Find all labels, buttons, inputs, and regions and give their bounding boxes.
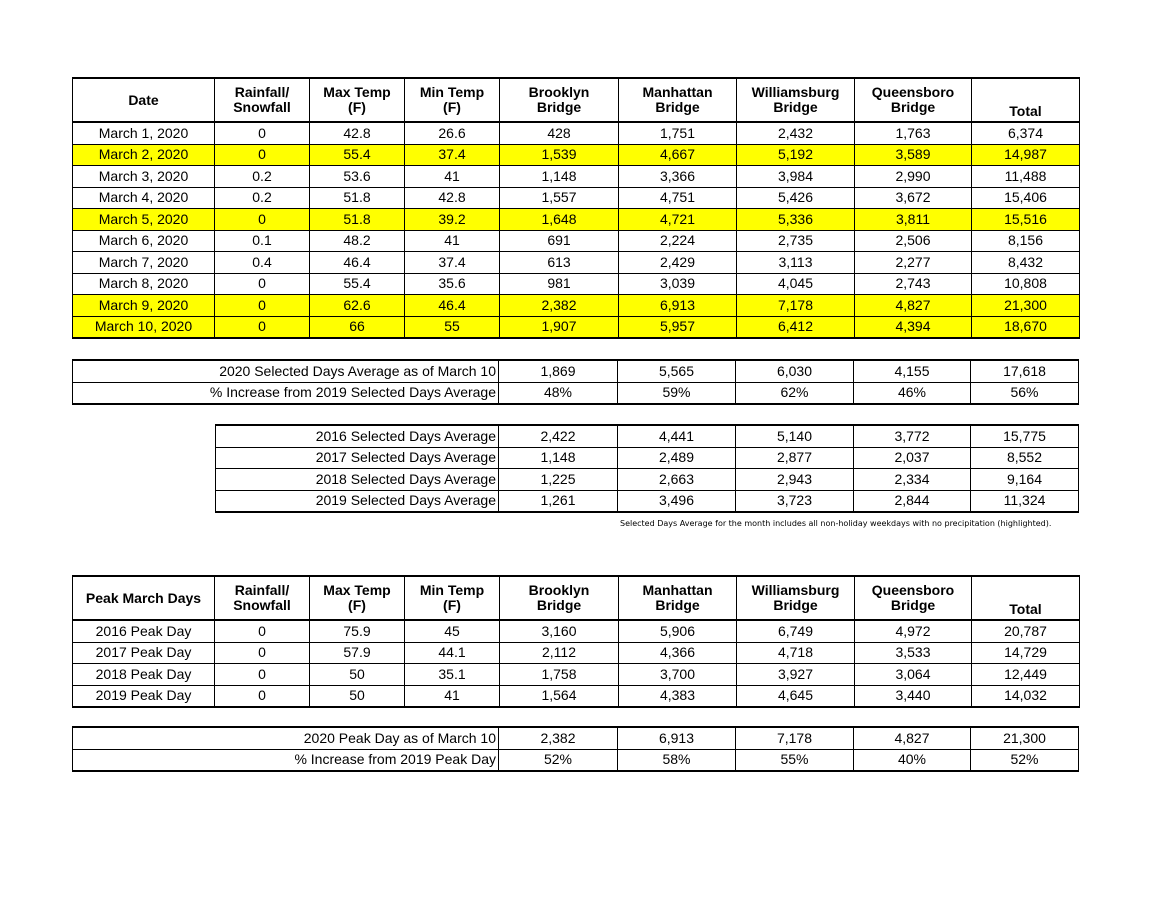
peak-header: Peak March Days bbox=[73, 576, 215, 620]
brooklyn-cell: 2,422 bbox=[499, 425, 618, 447]
brooklyn-cell: 613 bbox=[500, 252, 619, 274]
date-cell: March 3, 2020 bbox=[73, 166, 215, 188]
manhattan-cell: 2,429 bbox=[619, 252, 737, 274]
date-cell: March 7, 2020 bbox=[73, 252, 215, 274]
min-temp-cell: 35.1 bbox=[405, 664, 500, 686]
year-average-row bbox=[216, 490, 1079, 512]
rainfall-cell: 0 bbox=[215, 664, 310, 686]
brooklyn-cell: 691 bbox=[500, 230, 619, 252]
total-cell: 11,488 bbox=[972, 166, 1080, 188]
min-temp-cell: 26.6 bbox=[405, 122, 500, 144]
max-temp-cell: 57.9 bbox=[310, 642, 405, 664]
queensboro-cell: 2,844 bbox=[854, 490, 971, 512]
total-cell: 12,449 bbox=[972, 664, 1080, 686]
daily-row bbox=[73, 295, 1080, 317]
peak-day-row bbox=[73, 620, 1080, 642]
rainfall-cell: 0.2 bbox=[215, 166, 310, 188]
rainfall-cell: 0 bbox=[215, 295, 310, 317]
williamsburg-cell: 4,718 bbox=[737, 642, 855, 664]
min-temp-cell: 44.1 bbox=[405, 642, 500, 664]
manhattan-cell: 4,667 bbox=[619, 144, 737, 166]
brooklyn-cell: 1,148 bbox=[500, 166, 619, 188]
min-temp-cell: 41 bbox=[405, 166, 500, 188]
queensboro-cell: 2,037 bbox=[854, 447, 971, 469]
rainfall-cell: 0 bbox=[215, 316, 310, 338]
max-temp-cell: 51.8 bbox=[310, 187, 405, 209]
brooklyn-cell: 1,539 bbox=[500, 144, 619, 166]
manhattan-header: Manhattan Bridge bbox=[619, 78, 737, 122]
max-temp-cell: 53.6 bbox=[310, 166, 405, 188]
max-temp-cell: 62.6 bbox=[310, 295, 405, 317]
queensboro-cell: 4,155 bbox=[854, 360, 971, 382]
manhattan-cell: 4,383 bbox=[619, 685, 737, 707]
brooklyn-cell: 3,160 bbox=[500, 620, 619, 642]
min-temp-cell: 37.4 bbox=[405, 144, 500, 166]
queensboro-cell: 4,827 bbox=[854, 727, 971, 749]
williamsburg-cell: 6,749 bbox=[737, 620, 855, 642]
manhattan-cell: 5,906 bbox=[619, 620, 737, 642]
manhattan-cell: 3,700 bbox=[619, 664, 737, 686]
williamsburg-cell: 3,723 bbox=[736, 490, 854, 512]
total-cell: 8,432 bbox=[972, 252, 1080, 274]
manhattan-cell: 1,751 bbox=[619, 122, 737, 144]
year-average-row bbox=[216, 425, 1079, 447]
total-cell: 21,300 bbox=[972, 295, 1080, 317]
total-cell: 8,552 bbox=[971, 447, 1079, 469]
williamsburg-cell: 5,336 bbox=[737, 209, 855, 231]
queensboro-cell: 40% bbox=[854, 749, 971, 771]
queensboro-cell: 2,506 bbox=[855, 230, 972, 252]
max-temp-cell: 50 bbox=[310, 685, 405, 707]
queensboro-cell: 2,277 bbox=[855, 252, 972, 274]
date-cell: March 9, 2020 bbox=[73, 295, 215, 317]
max-temp-cell: 46.4 bbox=[310, 252, 405, 274]
queensboro-cell: 3,533 bbox=[855, 642, 972, 664]
yearly-averages-table bbox=[215, 424, 1079, 513]
max-temp-cell: 55.4 bbox=[310, 273, 405, 295]
brooklyn-cell: 52% bbox=[499, 749, 618, 771]
peak-summary-row bbox=[73, 749, 1079, 771]
manhattan-cell: 5,957 bbox=[619, 316, 737, 338]
rainfall-cell: 0 bbox=[215, 144, 310, 166]
total-cell: 17,618 bbox=[971, 360, 1079, 382]
peak-summary-row bbox=[73, 727, 1079, 749]
min-temp-cell: 35.6 bbox=[405, 273, 500, 295]
max-temp-header: Max Temp (F) bbox=[310, 78, 405, 122]
date-header: Date bbox=[73, 78, 215, 122]
queensboro-cell: 3,440 bbox=[855, 685, 972, 707]
total-header: Total bbox=[972, 78, 1080, 122]
min-temp-header: Min Temp (F) bbox=[405, 576, 500, 620]
date-cell: March 4, 2020 bbox=[73, 187, 215, 209]
williamsburg-cell: 6,412 bbox=[737, 316, 855, 338]
daily-row bbox=[73, 316, 1080, 338]
total-cell: 8,156 bbox=[972, 230, 1080, 252]
queensboro-header: Queensboro Bridge bbox=[855, 78, 972, 122]
total-header: Total bbox=[972, 576, 1080, 620]
queensboro-cell: 46% bbox=[854, 382, 971, 404]
daily-counts-table bbox=[72, 77, 1080, 339]
brooklyn-cell: 981 bbox=[500, 273, 619, 295]
manhattan-cell: 2,663 bbox=[618, 469, 736, 491]
max-temp-cell: 42.8 bbox=[310, 122, 405, 144]
summary-row bbox=[73, 382, 1079, 404]
williamsburg-cell: 6,030 bbox=[736, 360, 854, 382]
daily-row bbox=[73, 209, 1080, 231]
williamsburg-cell: 62% bbox=[736, 382, 854, 404]
min-temp-cell: 41 bbox=[405, 685, 500, 707]
rainfall-cell: 0 bbox=[215, 209, 310, 231]
manhattan-cell: 4,721 bbox=[619, 209, 737, 231]
brooklyn-cell: 1,225 bbox=[499, 469, 618, 491]
max-temp-cell: 48.2 bbox=[310, 230, 405, 252]
queensboro-cell: 2,990 bbox=[855, 166, 972, 188]
date-cell: 2016 Peak Day bbox=[73, 620, 215, 642]
header-row bbox=[73, 78, 1080, 122]
min-temp-cell: 39.2 bbox=[405, 209, 500, 231]
row-label: 2020 Selected Days Average as of March 10 bbox=[73, 360, 499, 382]
rainfall-header: Rainfall/ Snowfall bbox=[215, 78, 310, 122]
total-cell: 56% bbox=[971, 382, 1079, 404]
max-temp-cell: 75.9 bbox=[310, 620, 405, 642]
total-cell: 21,300 bbox=[971, 727, 1079, 749]
row-label: % Increase from 2019 Selected Days Average bbox=[73, 382, 499, 404]
queensboro-cell: 2,743 bbox=[855, 273, 972, 295]
summary-2020-table bbox=[72, 359, 1079, 405]
rainfall-cell: 0.2 bbox=[215, 187, 310, 209]
total-cell: 6,374 bbox=[972, 122, 1080, 144]
max-temp-cell: 50 bbox=[310, 664, 405, 686]
queensboro-cell: 3,672 bbox=[855, 187, 972, 209]
min-temp-cell: 46.4 bbox=[405, 295, 500, 317]
date-cell: March 8, 2020 bbox=[73, 273, 215, 295]
peak-day-row bbox=[73, 685, 1080, 707]
williamsburg-cell: 2,432 bbox=[737, 122, 855, 144]
brooklyn-cell: 1,869 bbox=[499, 360, 618, 382]
row-label: 2016 Selected Days Average bbox=[216, 425, 499, 447]
manhattan-cell: 6,913 bbox=[618, 727, 736, 749]
peak-day-row bbox=[73, 664, 1080, 686]
williamsburg-cell: 3,984 bbox=[737, 166, 855, 188]
total-cell: 10,808 bbox=[972, 273, 1080, 295]
manhattan-cell: 5,565 bbox=[618, 360, 736, 382]
brooklyn-cell: 1,148 bbox=[499, 447, 618, 469]
williamsburg-header: Williamsburg Bridge bbox=[737, 576, 855, 620]
manhattan-cell: 59% bbox=[618, 382, 736, 404]
williamsburg-cell: 5,426 bbox=[737, 187, 855, 209]
total-cell: 14,729 bbox=[972, 642, 1080, 664]
min-temp-cell: 55 bbox=[405, 316, 500, 338]
brooklyn-cell: 48% bbox=[499, 382, 618, 404]
williamsburg-cell: 55% bbox=[736, 749, 854, 771]
williamsburg-cell: 5,140 bbox=[736, 425, 854, 447]
daily-row bbox=[73, 166, 1080, 188]
brooklyn-cell: 2,112 bbox=[500, 642, 619, 664]
queensboro-cell: 3,064 bbox=[855, 664, 972, 686]
year-average-row bbox=[216, 447, 1079, 469]
manhattan-cell: 3,039 bbox=[619, 273, 737, 295]
brooklyn-cell: 1,564 bbox=[500, 685, 619, 707]
queensboro-cell: 1,763 bbox=[855, 122, 972, 144]
max-temp-cell: 55.4 bbox=[310, 144, 405, 166]
date-cell: March 10, 2020 bbox=[73, 316, 215, 338]
date-cell: March 6, 2020 bbox=[73, 230, 215, 252]
total-cell: 15,516 bbox=[972, 209, 1080, 231]
row-label: 2018 Selected Days Average bbox=[216, 469, 499, 491]
date-cell: March 2, 2020 bbox=[73, 144, 215, 166]
queensboro-cell: 4,394 bbox=[855, 316, 972, 338]
total-cell: 15,775 bbox=[971, 425, 1079, 447]
row-label: 2017 Selected Days Average bbox=[216, 447, 499, 469]
date-cell: 2017 Peak Day bbox=[73, 642, 215, 664]
date-cell: March 1, 2020 bbox=[73, 122, 215, 144]
rainfall-cell: 0 bbox=[215, 685, 310, 707]
total-cell: 20,787 bbox=[972, 620, 1080, 642]
queensboro-cell: 3,589 bbox=[855, 144, 972, 166]
williamsburg-cell: 4,045 bbox=[737, 273, 855, 295]
brooklyn-cell: 2,382 bbox=[499, 727, 618, 749]
manhattan-cell: 2,224 bbox=[619, 230, 737, 252]
queensboro-cell: 4,972 bbox=[855, 620, 972, 642]
brooklyn-header: Brooklyn Bridge bbox=[500, 78, 619, 122]
brooklyn-cell: 1,648 bbox=[500, 209, 619, 231]
manhattan-cell: 4,441 bbox=[618, 425, 736, 447]
min-temp-header: Min Temp (F) bbox=[405, 78, 500, 122]
peak-days-table bbox=[72, 575, 1080, 708]
brooklyn-cell: 2,382 bbox=[500, 295, 619, 317]
williamsburg-header: Williamsburg Bridge bbox=[737, 78, 855, 122]
total-cell: 11,324 bbox=[971, 490, 1079, 512]
williamsburg-cell: 7,178 bbox=[737, 295, 855, 317]
williamsburg-cell: 7,178 bbox=[736, 727, 854, 749]
footnote: Selected Days Average for the month includes all non-holiday weekdays with no precipitation (highlighted). bbox=[620, 519, 1052, 528]
rainfall-header: Rainfall/ Snowfall bbox=[215, 576, 310, 620]
max-temp-cell: 51.8 bbox=[310, 209, 405, 231]
min-temp-cell: 45 bbox=[405, 620, 500, 642]
total-cell: 14,987 bbox=[972, 144, 1080, 166]
date-cell: March 5, 2020 bbox=[73, 209, 215, 231]
brooklyn-cell: 1,261 bbox=[499, 490, 618, 512]
row-label: % Increase from 2019 Peak Day bbox=[73, 749, 499, 771]
row-label: 2020 Peak Day as of March 10 bbox=[73, 727, 499, 749]
manhattan-cell: 3,366 bbox=[619, 166, 737, 188]
manhattan-header: Manhattan Bridge bbox=[619, 576, 737, 620]
header-row bbox=[73, 576, 1080, 620]
daily-row bbox=[73, 273, 1080, 295]
rainfall-cell: 0 bbox=[215, 620, 310, 642]
date-cell: 2018 Peak Day bbox=[73, 664, 215, 686]
total-cell: 18,670 bbox=[972, 316, 1080, 338]
brooklyn-cell: 428 bbox=[500, 122, 619, 144]
queensboro-cell: 3,811 bbox=[855, 209, 972, 231]
williamsburg-cell: 2,735 bbox=[737, 230, 855, 252]
rainfall-cell: 0 bbox=[215, 122, 310, 144]
max-temp-cell: 66 bbox=[310, 316, 405, 338]
total-cell: 14,032 bbox=[972, 685, 1080, 707]
peak-summary-table bbox=[72, 726, 1079, 772]
total-cell: 52% bbox=[971, 749, 1079, 771]
williamsburg-cell: 3,113 bbox=[737, 252, 855, 274]
queensboro-cell: 4,827 bbox=[855, 295, 972, 317]
min-temp-cell: 41 bbox=[405, 230, 500, 252]
rainfall-cell: 0.4 bbox=[215, 252, 310, 274]
daily-row bbox=[73, 230, 1080, 252]
max-temp-header: Max Temp (F) bbox=[310, 576, 405, 620]
brooklyn-header: Brooklyn Bridge bbox=[500, 576, 619, 620]
rainfall-cell: 0 bbox=[215, 642, 310, 664]
williamsburg-cell: 5,192 bbox=[737, 144, 855, 166]
manhattan-cell: 2,489 bbox=[618, 447, 736, 469]
queensboro-cell: 2,334 bbox=[854, 469, 971, 491]
min-temp-cell: 42.8 bbox=[405, 187, 500, 209]
date-cell: 2019 Peak Day bbox=[73, 685, 215, 707]
peak-day-row bbox=[73, 642, 1080, 664]
rainfall-cell: 0.1 bbox=[215, 230, 310, 252]
brooklyn-cell: 1,557 bbox=[500, 187, 619, 209]
williamsburg-cell: 3,927 bbox=[737, 664, 855, 686]
manhattan-cell: 4,751 bbox=[619, 187, 737, 209]
min-temp-cell: 37.4 bbox=[405, 252, 500, 274]
manhattan-cell: 58% bbox=[618, 749, 736, 771]
brooklyn-cell: 1,907 bbox=[500, 316, 619, 338]
williamsburg-cell: 4,645 bbox=[737, 685, 855, 707]
daily-row bbox=[73, 187, 1080, 209]
queensboro-cell: 3,772 bbox=[854, 425, 971, 447]
total-cell: 15,406 bbox=[972, 187, 1080, 209]
manhattan-cell: 3,496 bbox=[618, 490, 736, 512]
williamsburg-cell: 2,877 bbox=[736, 447, 854, 469]
year-average-row bbox=[216, 469, 1079, 491]
daily-row bbox=[73, 252, 1080, 274]
daily-row bbox=[73, 122, 1080, 144]
queensboro-header: Queensboro Bridge bbox=[855, 576, 972, 620]
manhattan-cell: 4,366 bbox=[619, 642, 737, 664]
williamsburg-cell: 2,943 bbox=[736, 469, 854, 491]
rainfall-cell: 0 bbox=[215, 273, 310, 295]
daily-row bbox=[73, 144, 1080, 166]
brooklyn-cell: 1,758 bbox=[500, 664, 619, 686]
manhattan-cell: 6,913 bbox=[619, 295, 737, 317]
total-cell: 9,164 bbox=[971, 469, 1079, 491]
row-label: 2019 Selected Days Average bbox=[216, 490, 499, 512]
summary-row bbox=[73, 360, 1079, 382]
